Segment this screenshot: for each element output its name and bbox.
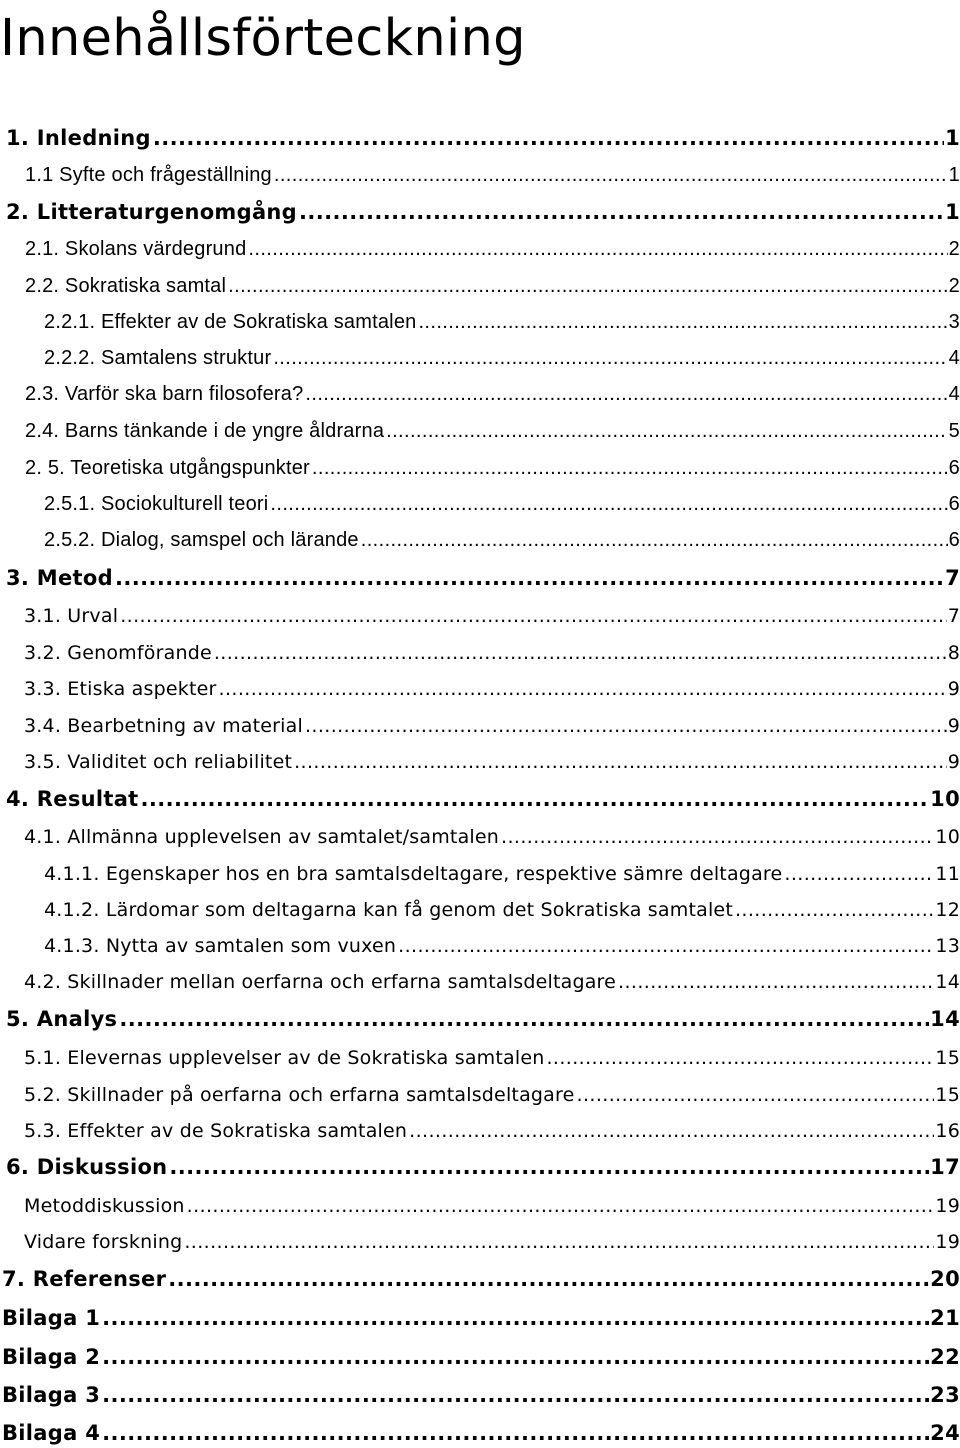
toc-entry-validitet[interactable] xyxy=(24,743,960,773)
toc-entry-metod[interactable] xyxy=(6,560,960,590)
dot-leader xyxy=(115,566,944,590)
toc-entry-metoddiskussion[interactable] xyxy=(24,1187,960,1217)
toc-entry-skolans-vardegrund[interactable] xyxy=(25,231,960,261)
toc-entry-bilaga-4[interactable] xyxy=(2,1415,960,1445)
dot-leader xyxy=(618,971,934,993)
toc-entry-label: 3.3. Etiska aspekter xyxy=(24,678,217,700)
toc-entry-page: 23 xyxy=(930,1383,960,1407)
toc-entry-page: 24 xyxy=(930,1421,960,1445)
dot-leader xyxy=(168,1267,929,1291)
dot-leader xyxy=(228,275,948,298)
dot-leader xyxy=(214,642,947,664)
toc-entry-bilaga-1[interactable] xyxy=(2,1300,960,1330)
toc-entry-label: 4. Resultat xyxy=(6,787,139,811)
toc-entry-page: 6 xyxy=(948,529,960,551)
dot-leader xyxy=(312,457,948,480)
dot-leader xyxy=(153,126,944,150)
dot-leader xyxy=(273,347,947,370)
toc-entry-inledning[interactable] xyxy=(6,120,960,150)
toc-entry-label: 4.1.3. Nytta av samtalen som vuxen xyxy=(44,935,397,957)
toc-entry-label: 3.2. Genomförande xyxy=(24,642,212,664)
dot-leader xyxy=(102,1345,929,1369)
toc-entry-label: 2.2. Sokratiska samtal xyxy=(25,275,227,297)
toc-entry-page: 4 xyxy=(948,383,960,405)
dot-leader xyxy=(305,383,947,406)
toc-entry-page: 20 xyxy=(930,1267,960,1291)
dot-leader xyxy=(270,493,947,516)
toc-entry-teoretiska-utgangspunkter[interactable] xyxy=(25,450,960,480)
toc-entry-analys[interactable] xyxy=(6,1001,960,1031)
toc-entry-dialog-samspel[interactable] xyxy=(44,522,960,552)
toc-entry-label: 4.1.1. Egenskaper hos en bra samtalsdeltagare, respektive sämre deltagare xyxy=(44,863,783,885)
dot-leader xyxy=(305,715,947,737)
toc-entry-page: 15 xyxy=(935,1084,960,1106)
toc-entry-page: 10 xyxy=(930,787,960,811)
toc-entry-bearbetning[interactable] xyxy=(24,707,960,737)
dot-leader xyxy=(546,1047,934,1069)
toc-entry-label: 6. Diskussion xyxy=(6,1155,168,1179)
toc-entry-resultat[interactable] xyxy=(6,781,960,811)
toc-entry-label: 4.1.2. Lärdomar som deltagarna kan få genom det Sokratiska samtalet xyxy=(44,899,733,921)
toc-entry-page: 5 xyxy=(948,420,960,442)
toc-entry-page: 17 xyxy=(930,1155,960,1179)
toc-entry-label: Bilaga 1 xyxy=(2,1306,101,1330)
dot-leader xyxy=(219,678,947,700)
toc-entry-vidare-forskning[interactable] xyxy=(24,1223,960,1253)
toc-entry-page: 1 xyxy=(945,126,960,150)
toc-entry-samtalens-struktur[interactable] xyxy=(44,340,960,370)
toc-entry-sokratiska-samtal[interactable] xyxy=(25,268,960,298)
dot-leader xyxy=(169,1155,929,1179)
toc-entry-page: 7 xyxy=(947,605,960,627)
dot-leader xyxy=(102,1306,929,1330)
toc-entry-bilaga-2[interactable] xyxy=(2,1339,960,1369)
toc-entry-label: 5.2. Skillnader på oerfarna och erfarna samtalsdeltagare xyxy=(24,1084,575,1106)
toc-entry-page: 4 xyxy=(948,347,960,369)
dot-leader xyxy=(274,164,948,187)
toc-entry-sociokulturell-teori[interactable] xyxy=(44,486,960,516)
toc-entry-label: Bilaga 3 xyxy=(2,1383,101,1407)
toc-entry-label: 2.2.1. Effekter av de Sokratiska samtalen xyxy=(44,311,417,333)
toc-entry-label: 4.2. Skillnader mellan oerfarna och erfarna samtalsdeltagare xyxy=(24,971,617,993)
toc-entry-page: 6 xyxy=(948,493,960,515)
toc-entry-page: 6 xyxy=(948,457,960,479)
toc-entry-egenskaper[interactable] xyxy=(44,855,960,885)
toc-entry-page: 3 xyxy=(948,311,960,333)
toc-entry-page: 8 xyxy=(947,642,960,664)
toc-entry-label: Bilaga 2 xyxy=(2,1345,101,1369)
dot-leader xyxy=(120,605,947,627)
toc-entry-label: 5.1. Elevernas upplevelser av de Sokratiska samtalen xyxy=(24,1047,545,1069)
toc-entry-label: 7. Referenser xyxy=(2,1267,167,1291)
toc-entry-nytta[interactable] xyxy=(44,927,960,957)
dot-leader xyxy=(294,751,947,773)
toc-entry-label: 2.5.1. Sociokulturell teori xyxy=(44,493,269,515)
dot-leader xyxy=(418,311,947,334)
toc-entry-litteraturgenomgang[interactable] xyxy=(6,194,960,224)
toc-entry-label: 3.1. Urval xyxy=(24,605,119,627)
toc-entry-barns-tankande[interactable] xyxy=(25,413,960,443)
toc-entry-label: 5. Analys xyxy=(6,1007,118,1031)
toc-entry-page: 15 xyxy=(935,1047,960,1069)
toc-entry-varfor-filosofera[interactable] xyxy=(25,376,960,406)
dot-leader xyxy=(184,1231,934,1253)
toc-entry-page: 2 xyxy=(948,238,960,260)
dot-leader xyxy=(501,826,934,848)
toc-entry-urval[interactable] xyxy=(24,597,960,627)
dot-leader xyxy=(735,899,934,921)
toc-entry-page: 2 xyxy=(948,275,960,297)
toc-entry-page: 21 xyxy=(930,1306,960,1330)
toc-entry-label: 2.4. Barns tänkande i de yngre åldrarna xyxy=(25,420,385,442)
toc-entry-label: 3. Metod xyxy=(6,566,113,590)
toc-entry-label: 1.1 Syfte och frågeställning xyxy=(25,164,272,186)
toc-entry-effekter-analys[interactable] xyxy=(24,1112,960,1142)
dot-leader xyxy=(299,200,944,224)
toc-entry-page: 1 xyxy=(948,164,960,186)
toc-entry-page: 7 xyxy=(945,566,960,590)
dot-leader xyxy=(102,1421,929,1445)
toc-entry-page: 9 xyxy=(947,715,960,737)
toc-entry-label: Vidare forskning xyxy=(24,1231,183,1253)
toc-entry-page: 9 xyxy=(947,751,960,773)
toc-entry-effekter[interactable] xyxy=(44,304,960,334)
toc-entry-label: 1. Inledning xyxy=(6,126,151,150)
toc-entry-page: 13 xyxy=(935,935,960,957)
toc-entry-page: 16 xyxy=(935,1120,960,1142)
dot-leader xyxy=(141,787,930,811)
toc-entry-lardomar[interactable] xyxy=(44,891,960,921)
toc-entry-elevernas-upplevelser[interactable] xyxy=(24,1039,960,1069)
toc-entry-skillnader-oerfarna[interactable] xyxy=(24,1076,960,1106)
toc-entry-referenser[interactable] xyxy=(2,1261,960,1291)
toc-entry-label: 3.5. Validitet och reliabilitet xyxy=(24,751,293,773)
page-title: Innehållsförteckning xyxy=(0,9,526,68)
toc-entry-allmanna-upplevelsen[interactable] xyxy=(24,818,960,848)
toc-entry-bilaga-3[interactable] xyxy=(2,1377,960,1407)
toc-entry-page: 22 xyxy=(930,1345,960,1369)
toc-entry-label: 2. Litteraturgenomgång xyxy=(6,200,297,224)
toc-entry-etiska-aspekter[interactable] xyxy=(24,670,960,700)
toc-entry-genomforande[interactable] xyxy=(24,634,960,664)
toc-entry-page: 10 xyxy=(935,826,960,848)
toc-entry-label: Bilaga 4 xyxy=(2,1421,101,1445)
dot-leader xyxy=(409,1120,934,1142)
dot-leader xyxy=(248,238,947,261)
dot-leader xyxy=(187,1195,935,1217)
toc-entry-label: 2. 5. Teoretiska utgångspunkter xyxy=(25,457,310,479)
toc-entry-diskussion[interactable] xyxy=(6,1149,960,1179)
toc-entry-label: 2.5.2. Dialog, samspel och lärande xyxy=(44,529,359,551)
dot-leader xyxy=(398,935,934,957)
toc-entry-page: 1 xyxy=(945,200,960,224)
toc-entry-page: 14 xyxy=(930,1007,960,1031)
toc-entry-page: 11 xyxy=(935,863,960,885)
toc-entry-page: 19 xyxy=(935,1195,960,1217)
toc-entry-label: 3.4. Bearbetning av material xyxy=(24,715,303,737)
dot-leader xyxy=(119,1007,929,1031)
toc-entry-page: 19 xyxy=(935,1231,960,1253)
toc-entry-page: 14 xyxy=(935,971,960,993)
toc-entry-skillnader[interactable] xyxy=(24,963,960,993)
dot-leader xyxy=(784,863,934,885)
toc-entry-label: 2.1. Skolans värdegrund xyxy=(25,238,247,260)
toc-entry-label: Metoddiskussion xyxy=(24,1195,185,1217)
toc-entry-page: 9 xyxy=(947,678,960,700)
toc-entry-label: 2.3. Varför ska barn filosofera? xyxy=(25,383,304,405)
dot-leader xyxy=(102,1383,929,1407)
dot-leader xyxy=(361,529,948,552)
dot-leader xyxy=(577,1084,935,1106)
toc-entry-label: 5.3. Effekter av de Sokratiska samtalen xyxy=(24,1120,408,1142)
toc-entry-syfte[interactable] xyxy=(25,157,960,187)
toc-entry-label: 2.2.2. Samtalens struktur xyxy=(44,347,272,369)
dot-leader xyxy=(386,420,948,443)
toc-entry-label: 4.1. Allmänna upplevelsen av samtalet/samtalen xyxy=(24,826,500,848)
toc-entry-page: 12 xyxy=(935,899,960,921)
